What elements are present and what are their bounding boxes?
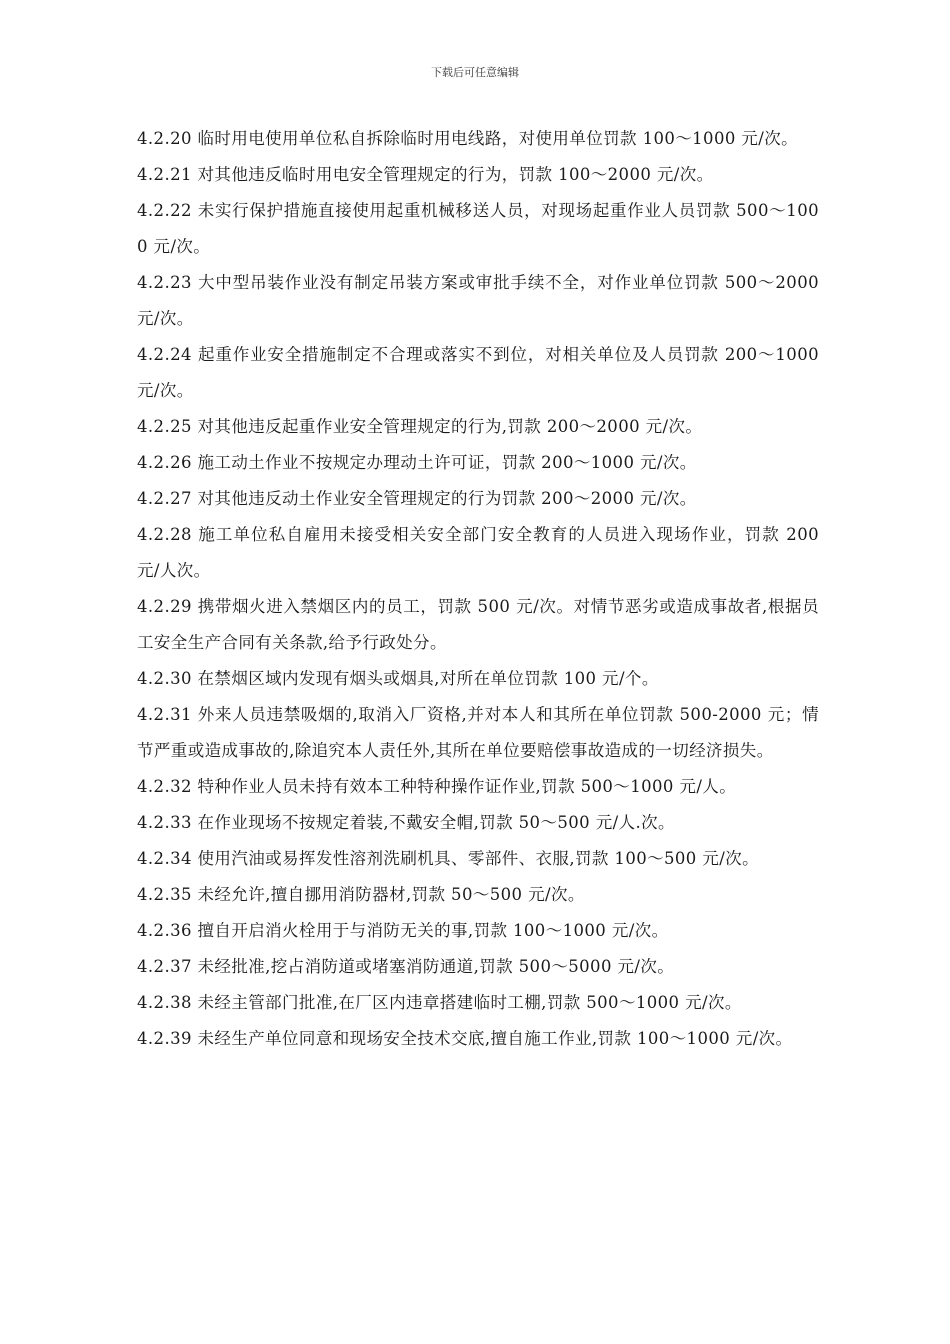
clause-4-2-31: 4.2.31 外来人员违禁吸烟的,取消入厂资格,并对本人和其所在单位罚款 500-2000 元；情节严重或造成事故的,除追究本人责任外,其所在单位要赔偿事故造成的一切经济损失。 <box>137 705 819 760</box>
clause-4-2-34: 4.2.34 使用汽油或易挥发性溶剂洗刷机具、零部件、衣服,罚款 100～500 元/次。 <box>137 849 760 868</box>
clause-4-2-36: 4.2.36 擅自开启消火栓用于与消防无关的事,罚款 100～1000 元/次。 <box>137 921 669 940</box>
clause-4-2-38: 4.2.38 未经主管部门批准,在厂区内违章搭建临时工棚,罚款 500～1000 元/次。 <box>137 993 742 1012</box>
clause-4-2-29: 4.2.29 携带烟火进入禁烟区内的员工，罚款 500 元/次。对情节恶劣或造成事故者,根据员工安全生产合同有关条款,给予行政处分。 <box>137 597 819 652</box>
clause-4-2-39: 4.2.39 未经生产单位同意和现场安全技术交底,擅自施工作业,罚款 100～1000 元/次。 <box>137 1029 793 1048</box>
clause-4-2-33: 4.2.33 在作业现场不按规定着装,不戴安全帽,罚款 50～500 元/人.次。 <box>137 813 675 832</box>
clause-4-2-22: 4.2.22 未实行保护措施直接使用起重机械移送人员，对现场起重作业人员罚款 500～1000 元/次。 <box>137 201 819 256</box>
clause-4-2-21: 4.2.21 对其他违反临时用电安全管理规定的行为，罚款 100～2000 元/次。 <box>137 165 714 184</box>
clause-4-2-26: 4.2.26 施工动土作业不按规定办理动土许可证，罚款 200～1000 元/次。 <box>137 453 697 472</box>
clause-4-2-35: 4.2.35 未经允许,擅自挪用消防器材,罚款 50～500 元/次。 <box>137 885 585 904</box>
document-body <box>137 121 819 1057</box>
clause-4-2-23: 4.2.23 大中型吊装作业没有制定吊装方案或审批手续不全，对作业单位罚款 500～2000 元/次。 <box>137 273 819 328</box>
clause-4-2-37: 4.2.37 未经批准,挖占消防道或堵塞消防通道,罚款 500～5000 元/次。 <box>137 957 675 976</box>
clause-4-2-28: 4.2.28 施工单位私自雇用未接受相关安全部门安全教育的人员进入现场作业，罚款 200 元/人次。 <box>137 525 819 580</box>
clause-4-2-32: 4.2.32 特种作业人员未持有效本工种特种操作证作业,罚款 500～1000 元/人。 <box>137 777 737 796</box>
page-header-note: 下载后可任意编辑 <box>431 66 519 79</box>
clause-4-2-20: 4.2.20 临时用电使用单位私自拆除临时用电线路，对使用单位罚款 100～1000 元/次。 <box>137 129 799 148</box>
clause-4-2-30: 4.2.30 在禁烟区域内发现有烟头或烟具,对所在单位罚款 100 元/个。 <box>137 669 659 688</box>
clause-4-2-27: 4.2.27 对其他违反动土作业安全管理规定的行为罚款 200～2000 元/次。 <box>137 489 697 508</box>
clause-4-2-25: 4.2.25 对其他违反起重作业安全管理规定的行为,罚款 200～2000 元/次。 <box>137 417 703 436</box>
clause-4-2-24: 4.2.24 起重作业安全措施制定不合理或落实不到位，对相关单位及人员罚款 200～1000 元/次。 <box>137 345 819 400</box>
